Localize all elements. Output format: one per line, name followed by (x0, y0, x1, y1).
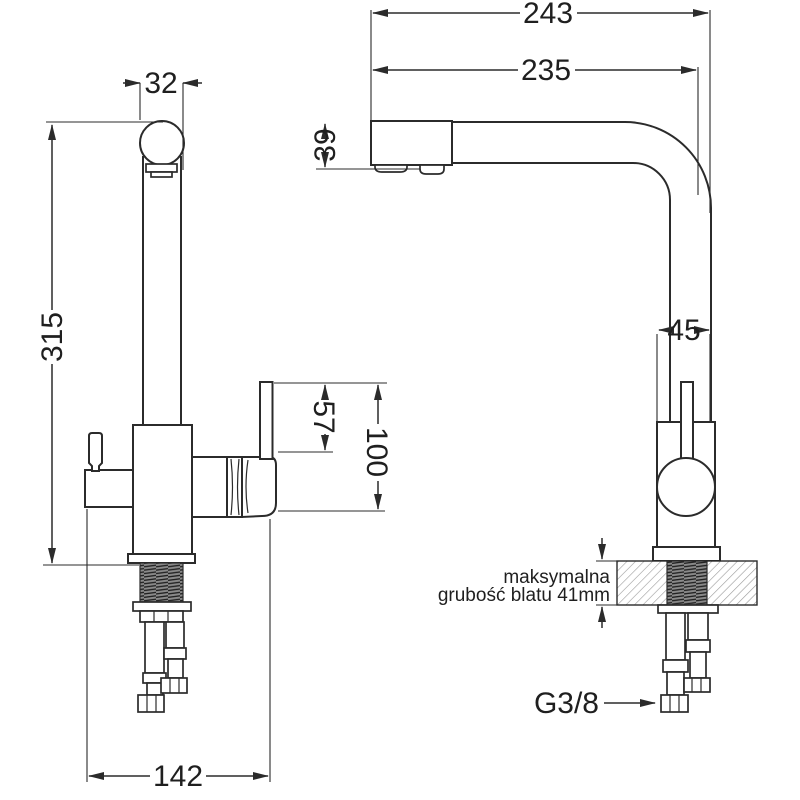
dim-142-label: 142 (152, 760, 204, 793)
front-right-arm (192, 457, 227, 517)
front-aerator-outer (146, 164, 177, 172)
front-spout-head-sphere (140, 121, 184, 165)
side-handle-lever (681, 382, 693, 460)
side-supply-hoses (661, 613, 710, 712)
side-hose-right-nut (684, 678, 710, 692)
dim-57-label: 57 (307, 400, 340, 434)
side-hose-left-upper (666, 613, 685, 660)
front-hose-right-coupling (164, 648, 186, 659)
dim-total-reach (371, 0, 710, 213)
side-hose-right-coupling (686, 640, 710, 652)
dim-39-label: 39 (309, 128, 342, 162)
front-left-arm (85, 470, 133, 507)
side-hose-left-coupling (663, 660, 688, 672)
side-hose-right-lower (690, 652, 706, 678)
side-locknut (658, 605, 718, 613)
side-hose-left-nut (661, 695, 688, 712)
front-supply-hoses (138, 622, 187, 712)
front-mounting-washer (133, 602, 191, 611)
dim-315-label: 315 (36, 311, 69, 363)
front-hose-right-nut (161, 678, 187, 693)
front-hose-right-lower (168, 659, 183, 678)
front-body-block (133, 425, 192, 554)
side-base-flange (653, 547, 720, 561)
dim-45-label: 45 (667, 314, 701, 347)
front-mounting-nut (140, 611, 183, 622)
front-aerator-inner (151, 172, 172, 177)
counter-note-line-2: grubość blatu 41mm (437, 585, 610, 606)
thread-callout (534, 687, 655, 720)
dim-243-label: 243 (522, 0, 574, 30)
side-hose-right-upper (688, 613, 708, 640)
thread-label: G3/8 (533, 687, 599, 720)
side-view (309, 0, 757, 720)
front-filter-lever (89, 433, 102, 471)
side-hose-left-lower (667, 672, 684, 695)
dim-235-label: 235 (520, 54, 572, 87)
counter-note-line-1: maksymalna (503, 567, 610, 588)
front-base-flange (128, 554, 195, 563)
front-hose-right-upper (166, 622, 184, 648)
front-hose-left-nut (138, 695, 164, 712)
side-swivel-joint (657, 458, 715, 516)
side-elbow-inner-arc (633, 163, 670, 200)
side-threaded-shank (667, 561, 707, 605)
front-handle-connector (227, 457, 242, 517)
side-spout-head (371, 121, 452, 165)
front-hose-left-upper (145, 622, 164, 673)
dim-100-label: 100 (360, 426, 393, 478)
front-threaded-shank (140, 563, 183, 602)
dim-32-label: 32 (144, 67, 178, 100)
side-aerator-bump-2 (420, 165, 444, 174)
counter-thickness-annotation (438, 538, 618, 628)
front-handle-lever (260, 382, 273, 459)
front-view (36, 67, 393, 793)
